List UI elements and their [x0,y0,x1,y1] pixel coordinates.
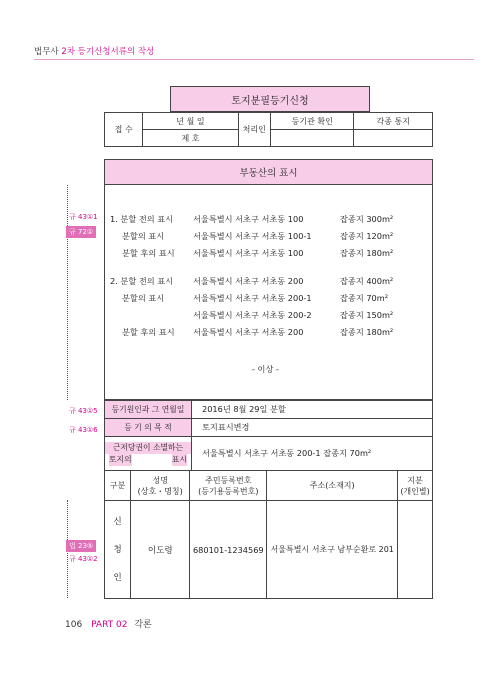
applicant-header-address: 주소(소재지) [267,471,398,501]
purpose-label: 등 기 의 목 적 [105,419,192,437]
applicant-category-char-1: 신 [113,516,122,527]
extinct-label-line1: 근저당권이 소멸하는 [105,442,191,454]
side-ref-law-23-5: 법 23⑤ [66,540,96,552]
extinct-label [105,437,192,471]
group2-row4-label: 분할 후의 표시 [122,327,175,337]
header-divider [34,59,474,60]
group2-row3-address: 서울특별시 서초구 서초동 200-2 [193,310,312,320]
header-series: 2차 등기신청서류의 작성 [61,47,155,57]
reception-date-label: 년 월 일 [143,113,238,130]
group1-row2-label: 분할의 표시 [122,231,165,241]
side-ref-rule-43-1-1: 규 43①1 [69,213,98,221]
group2-row1-label: 2. 분할 전의 표시 [110,276,174,286]
group1-row1-area: 잡종지 300m² [340,214,394,224]
cause-value: 2016년 8월 29일 분할 [192,401,433,419]
applicant-id: 680101-1234569 [190,501,267,599]
processor-label: 처리인 [238,113,270,147]
applicant-table [104,470,433,599]
applicant-header-id-line2: (등기용등록번호) [198,486,259,496]
extinct-label-line2: 토지의 [109,454,132,464]
applicant-header-name [131,471,190,501]
cause-table [104,400,433,471]
extinct-label-line2-wrap [105,454,191,466]
group2-row3-area: 잡종지 150m² [340,310,394,320]
group1-row2-area: 잡종지 120m² [340,231,394,241]
page-footer [65,617,152,630]
group2-row1-area: 잡종지 400m² [340,276,394,286]
side-ref-rule-43-1-2: 규 43①2 [69,555,98,563]
side-ref-rule-72-1: 규 72① [66,226,96,238]
applicant-header-share-line1: 지분 [407,475,423,485]
applicant-category-char-3: 인 [113,572,122,583]
group1-row2-address: 서울특별시 서초구 서초동 100-1 [193,231,312,241]
applicant-header-name-line2: (상호・명칭) [137,486,183,496]
applicant-header-id [190,471,267,501]
applicant-header-category: 구분 [105,471,131,501]
applicant-share [398,501,433,599]
applicant-header-name-line1: 성명 [152,475,168,485]
applicant-category-char-2: 청 [113,544,122,555]
registrar-label: 등기관 확인 [271,113,354,130]
group2-row2-label: 분할의 표시 [122,293,165,303]
reception-number-label: 제 호 [143,130,238,147]
footer-part: PART 02 [91,620,128,630]
notice-label: 각종 통지 [354,113,433,130]
group2-row2-area: 잡종지 70m² [340,293,389,303]
side-ref-purpose: 규 43①6 [69,426,98,434]
group1-row3-address: 서울특별시 서초구 서초동 100 [193,248,304,258]
cause-label: 등기원인과 그 연월일 [105,401,192,419]
end-mark: - 이상 - [252,364,279,374]
header-book: 법무사 [34,47,59,57]
applicant-address: 서울특별시 서초구 남부순환로 201 [267,501,398,599]
form-title: 토지분필등기신청 [170,86,370,112]
applicant-header-share-line2: (개인별) [400,486,430,496]
reception-label: 접 수 [105,113,143,147]
group1-row1-label: 1. 분할 전의 표시 [110,214,174,224]
registrar-blank [271,130,354,147]
group2-row4-area: 잡종지 180m² [340,327,394,337]
side-ref-cause: 규 43①5 [69,407,98,415]
group1-row3-label: 분할 후의 표시 [122,248,175,258]
applicant-header-id-line1: 주민등록번호 [205,475,252,485]
applicant-header-share [398,471,433,501]
group1-row1-address: 서울특별시 서초구 서초동 100 [193,214,304,224]
group2-row2-address: 서울특별시 서초구 서초동 200-1 [193,293,312,303]
footer-chapter: 각론 [134,620,152,630]
extinct-label-line2b: 표시 [171,454,187,464]
group1-row3-area: 잡종지 180m² [340,248,394,258]
group2-row1-address: 서울특별시 서초구 서초동 200 [193,276,304,286]
notice-blank [354,130,433,147]
page-number: 106 [65,620,83,630]
running-header [34,45,154,57]
applicant-category [105,501,131,599]
extinct-value: 서울특별시 서초구 서초동 200-1 잡종지 70m² [192,437,433,471]
applicant-name: 이도령 [131,501,190,599]
property-section-title: 부동산의 표시 [104,159,433,185]
group2-row4-address: 서울특별시 서초구 서초동 200 [193,327,304,337]
reception-table [104,112,433,147]
purpose-value: 토지표시변경 [192,419,433,437]
